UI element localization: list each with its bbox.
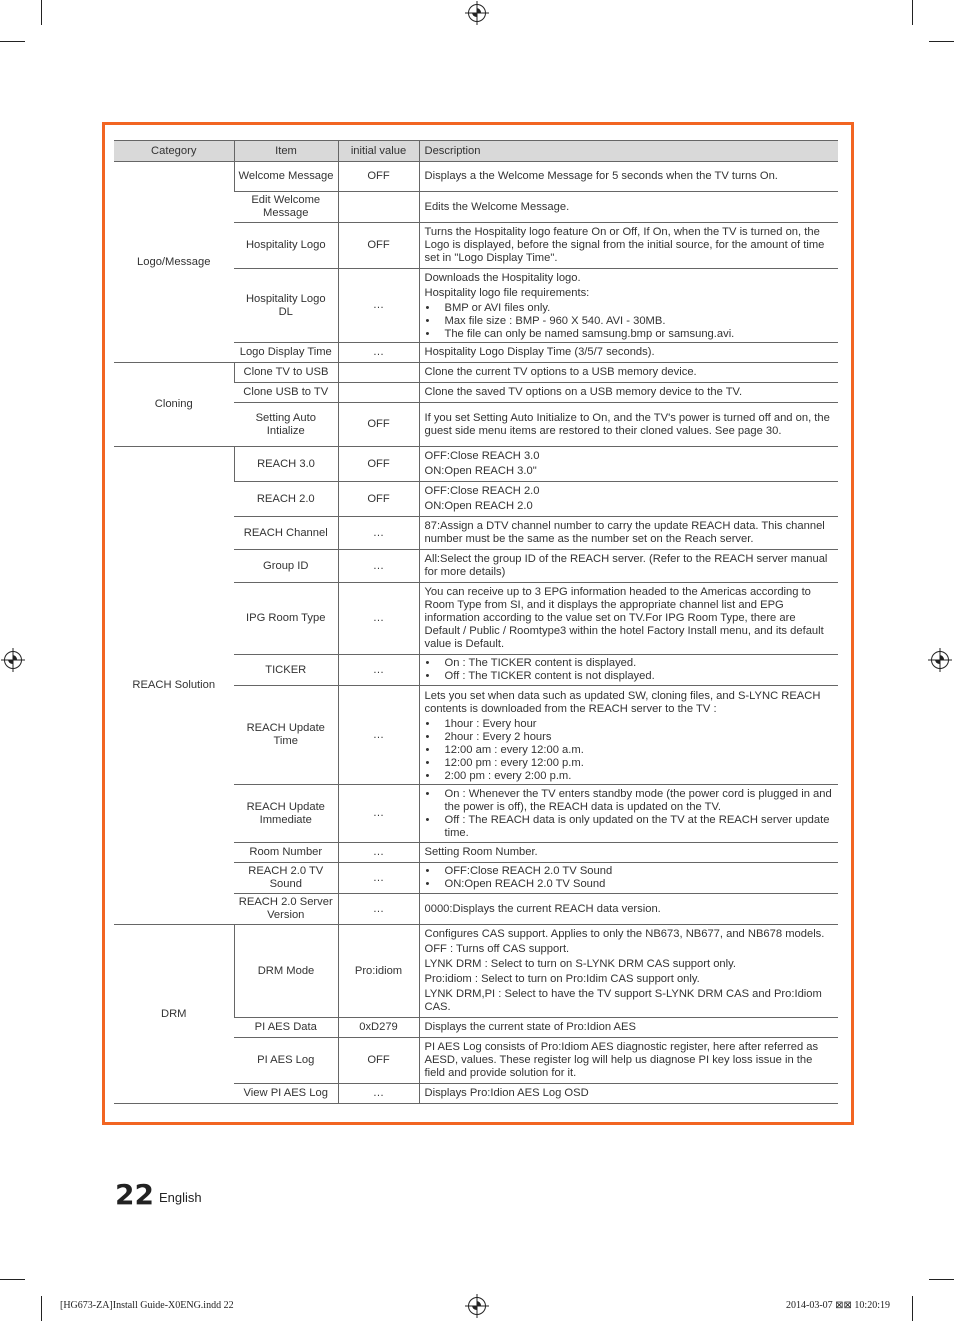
table-row — [114, 925, 838, 1018]
registration-mark-icon — [931, 651, 949, 669]
registration-mark-icon — [468, 4, 486, 22]
initial-value-cell: … — [338, 583, 419, 655]
item-cell: REACH 2.0 — [234, 482, 338, 517]
description-bullet: • OFF:Close REACH 2.0 TV Sound — [425, 865, 835, 878]
initial-value-cell — [338, 192, 419, 223]
table-row — [114, 447, 838, 482]
initial-value-cell: … — [338, 269, 419, 343]
description-cell — [419, 894, 838, 925]
description-cell — [419, 269, 838, 343]
crop-mark — [912, 1296, 913, 1321]
description-text: OFF:Close REACH 3.0 — [424, 450, 540, 462]
description-cell — [419, 1084, 838, 1104]
description-text: OFF : Turns off CAS support. — [424, 943, 570, 955]
initial-value-cell: … — [338, 686, 419, 785]
category-cell: DRM — [114, 925, 234, 1104]
item-cell: DRM Mode — [234, 925, 338, 1018]
description-cell — [419, 403, 838, 447]
description-text: You can receive up to 3 EPG information headed to the Americas according to Room Type from SI, and it displays the appropriate channel list and EPG information according to the value set on TV.For IPG Room Type, there are Default / Public / Roomtype3 within the hotel Factory Install menu, and its default value is Default. — [424, 586, 824, 650]
category-cell: Logo/Message — [114, 162, 234, 363]
item-cell: Clone USB to TV — [234, 383, 338, 403]
description-cell — [419, 1018, 838, 1038]
item-cell: Hospitality Logo DL — [234, 269, 338, 343]
description-bullet: • BMP or AVI files only. — [425, 302, 835, 315]
description-text: PI AES Log consists of Pro:Idiom AES diagnostic register, here after referred as AESD, values. These register log will help us diagnose PI key loss issue in the field and provide solution for it. — [424, 1041, 819, 1079]
description-cell — [419, 863, 838, 894]
description-text: If you set Setting Auto Initialize to On, and the TV's power is turned off and on, the guest side menu items are restored to their cloned values. See page 30. — [424, 411, 830, 437]
crop-mark — [929, 41, 954, 42]
description-text: Displays Pro:Idion AES Log OSD — [424, 1087, 589, 1099]
item-cell: Welcome Message — [234, 162, 338, 192]
initial-value-cell: Pro:idiom — [338, 925, 419, 1018]
description-bullet: • 2:00 pm : every 2:00 p.m. — [425, 770, 835, 783]
header-description: Description — [419, 141, 838, 162]
description-text: Configures CAS support. Applies to only the NB673, NB677, and NB678 models. — [424, 928, 825, 940]
initial-value-cell: … — [338, 785, 419, 843]
settings-table — [114, 140, 838, 1104]
description-cell — [419, 686, 838, 785]
table-header-row — [114, 141, 838, 162]
item-cell: PI AES Data — [234, 1018, 338, 1038]
description-bullet: • 1hour : Every hour — [425, 718, 835, 731]
description-cell — [419, 192, 838, 223]
description-text: Displays the current state of Pro:Idion AES — [424, 1021, 636, 1033]
description-cell — [419, 517, 838, 550]
initial-value-cell: OFF — [338, 162, 419, 192]
description-cell — [419, 1038, 838, 1084]
description-text: Clone the current TV options to a USB memory device. — [424, 366, 697, 378]
crop-mark — [912, 0, 913, 25]
description-bullet: • ON:Open REACH 2.0 TV Sound — [425, 878, 835, 891]
initial-value-cell: … — [338, 343, 419, 363]
crop-mark — [41, 0, 42, 25]
crop-mark — [41, 1296, 42, 1321]
description-bullet-list — [425, 788, 835, 840]
description-text: 0000:Displays the current REACH data version. — [424, 902, 661, 915]
description-text: Displays a the Welcome Message for 5 seconds when the TV turns On. — [424, 170, 778, 182]
description-bullet: • Off : The REACH data is only updated on the TV at the REACH server update time. — [425, 814, 835, 840]
table-row — [114, 162, 838, 192]
initial-value-cell: OFF — [338, 447, 419, 482]
item-cell: REACH 3.0 — [234, 447, 338, 482]
description-cell — [419, 925, 838, 1018]
description-text: ON:Open REACH 2.0 — [424, 500, 533, 512]
initial-value-cell: OFF — [338, 482, 419, 517]
item-cell: Logo Display Time — [234, 343, 338, 363]
description-text: Setting Room Number. — [424, 846, 538, 858]
item-cell: Hospitality Logo — [234, 223, 338, 269]
header-category: Category — [114, 141, 234, 162]
item-cell: IPG Room Type — [234, 583, 338, 655]
item-cell: REACH Update Time — [234, 686, 338, 785]
description-text: OFF:Close REACH 2.0 — [424, 485, 540, 497]
header-item: Item — [234, 141, 338, 162]
description-text: ON:Open REACH 3.0" — [424, 465, 537, 477]
slug-right: 2014-03-07 ⊠⊠ 10:20:19 — [786, 1300, 890, 1311]
description-cell — [419, 843, 838, 863]
item-cell: Edit Welcome Message — [234, 192, 338, 223]
item-cell: Setting Auto Intialize — [234, 403, 338, 447]
description-bullet: • Max file size : BMP - 960 X 540. AVI - 30MB. — [425, 315, 835, 328]
description-bullet-list — [425, 302, 835, 341]
item-cell: TICKER — [234, 655, 338, 686]
description-bullet: • 2hour : Every 2 hours — [425, 731, 835, 744]
description-text: 87:Assign a DTV channel number to carry the update REACH data. This channel number must be the same as the number set on the Reach server. — [424, 520, 825, 545]
item-cell: REACH Update Immediate — [234, 785, 338, 843]
description-cell — [419, 363, 838, 383]
description-cell — [419, 583, 838, 655]
description-cell — [419, 785, 838, 843]
description-bullet-list — [425, 657, 835, 683]
initial-value-cell: 0xD279 — [338, 1018, 419, 1038]
category-cell: REACH Solution — [114, 447, 234, 925]
description-text: Clone the saved TV options on a USB memory device to the TV. — [424, 386, 743, 398]
description-cell — [419, 223, 838, 269]
description-cell — [419, 447, 838, 482]
page-number: 22 — [115, 1178, 154, 1211]
page-language: English — [159, 1190, 202, 1205]
initial-value-cell: OFF — [338, 1038, 419, 1084]
description-text: Edits the Welcome Message. — [424, 200, 570, 213]
table-row — [114, 363, 838, 383]
description-bullet: • The file can only be named samsung.bmp or samsung.avi. — [425, 328, 835, 341]
item-cell: View PI AES Log — [234, 1084, 338, 1104]
initial-value-cell: OFF — [338, 403, 419, 447]
registration-mark-icon — [468, 1297, 486, 1315]
description-bullet: • On : The TICKER content is displayed. — [425, 657, 835, 670]
description-cell — [419, 550, 838, 583]
description-bullet-list — [425, 865, 835, 891]
description-text: LYNK DRM : Select to turn on S-LYNK DRM CAS support only. — [424, 958, 736, 970]
slug-left: [HG673-ZA]Install Guide-X0ENG.indd 22 — [60, 1300, 234, 1311]
initial-value-cell: … — [338, 517, 419, 550]
description-text: Hospitality logo file requirements: — [424, 287, 590, 299]
description-bullet-list — [425, 718, 835, 783]
initial-value-cell: … — [338, 843, 419, 863]
initial-value-cell: … — [338, 550, 419, 583]
crop-mark — [0, 41, 25, 42]
item-cell: REACH Channel — [234, 517, 338, 550]
description-bullet: • 12:00 pm : every 12:00 p.m. — [425, 757, 835, 770]
description-bullet: • On : Whenever the TV enters standby mode (the power cord is plugged in and the power is off), the REACH data is updated on the TV. — [425, 788, 835, 814]
item-cell: Group ID — [234, 550, 338, 583]
description-cell — [419, 655, 838, 686]
initial-value-cell: … — [338, 1084, 419, 1104]
description-text: LYNK DRM,PI : Select to have the TV support S-LYNK DRM CAS and Pro:Idiom CAS. — [424, 988, 822, 1013]
description-cell — [419, 343, 838, 363]
header-initial-value: initial value — [338, 141, 419, 162]
crop-mark — [929, 1279, 954, 1280]
description-text: Downloads the Hospitality logo. — [424, 272, 581, 284]
description-text: Pro:idiom : Select to turn on Pro:Idim CAS support only. — [424, 973, 700, 985]
description-cell — [419, 482, 838, 517]
description-text: Turns the Hospitality logo feature On or Off, If On, when the TV is turned on, the Logo is displayed, before the signal from the initial source, for the amount of time set in "Logo Display Time". — [424, 226, 825, 264]
initial-value-cell: … — [338, 863, 419, 894]
item-cell: Clone TV to USB — [234, 363, 338, 383]
description-cell — [419, 383, 838, 403]
item-cell: REACH 2.0 TV Sound — [234, 863, 338, 894]
item-cell: Room Number — [234, 843, 338, 863]
initial-value-cell: … — [338, 894, 419, 925]
description-text: Lets you set when data such as updated SW, cloning files, and S-LYNC REACH contents is downloaded from the REACH server to the TV : — [424, 689, 821, 715]
item-cell: REACH 2.0 Server Version — [234, 894, 338, 925]
crop-mark — [0, 1279, 25, 1280]
initial-value-cell — [338, 383, 419, 403]
description-bullet: • Off : The TICKER content is not displayed. — [425, 670, 835, 683]
description-text: Hospitality Logo Display Time (3/5/7 seconds). — [424, 346, 655, 358]
item-cell: PI AES Log — [234, 1038, 338, 1084]
initial-value-cell: … — [338, 655, 419, 686]
description-bullet: • 12:00 am : every 12:00 a.m. — [425, 744, 835, 757]
registration-mark-icon — [4, 651, 22, 669]
description-cell — [419, 162, 838, 192]
initial-value-cell: OFF — [338, 223, 419, 269]
description-text: All:Select the group ID of the REACH server. (Refer to the REACH server manual for more details) — [424, 553, 828, 578]
initial-value-cell — [338, 363, 419, 383]
category-cell: Cloning — [114, 363, 234, 447]
